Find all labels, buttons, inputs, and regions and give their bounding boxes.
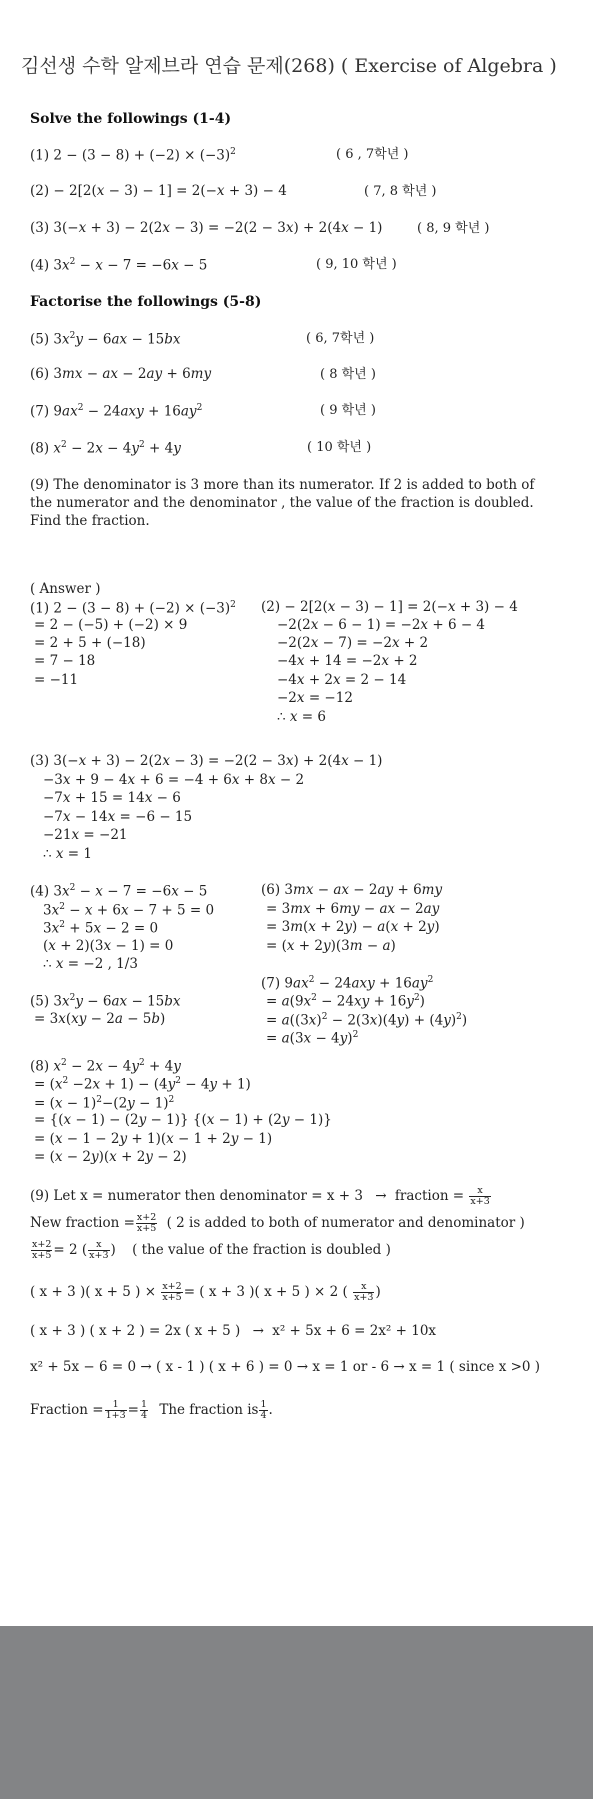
arrow-icon: → — [296, 1359, 309, 1375]
grade-8: ( 10 학년 ) — [307, 440, 372, 455]
grade-3: ( 8, 9 학년 ) — [417, 221, 490, 236]
arrow-icon: → — [140, 1359, 152, 1375]
grade-4: ( 9, 10 학년 ) — [316, 257, 397, 272]
question-number: (6) — [30, 366, 50, 382]
question-4: (4) $3x^2 - x - 7 = -6x - 5$ — [30, 257, 208, 274]
question-number: (5) — [30, 331, 50, 348]
arrow-icon: → — [252, 1323, 264, 1339]
question-3: (3) 3(−x + 3) − 2(2x − 3) = −2(2 − 3x) + 2(4x − 1) — [30, 220, 383, 236]
question-8: (8) $x^2 - 2x - 4y^2 + 4y$ — [30, 440, 181, 457]
page-title: 김선생 수학 알제브라 연습 문제(268) ( Exercise of Algebra ) — [21, 55, 557, 77]
footer-bar — [0, 1626, 593, 1799]
grade-2: ( 7, 8 학년 ) — [364, 184, 437, 199]
grade-1: ( 6 , 7학년 ) — [336, 147, 409, 162]
question-9: (9) The denominator is 3 more than its numerator. If 2 is added to both of the numerator and the denominator , the value of the fraction is doubled. Find the fraction. — [30, 477, 535, 529]
question-5: (5) $3x^2y - 6ax - 15bx$ — [30, 331, 181, 348]
question-number: (7) — [30, 403, 50, 420]
question-number: (4) — [30, 257, 50, 274]
arrow-icon: → — [393, 1359, 405, 1375]
arrow-icon: → — [375, 1187, 387, 1204]
grade-7: ( 9 학년 ) — [320, 403, 376, 418]
grade-6: ( 8 학년 ) — [320, 367, 376, 382]
grade-5: ( 6, 7학년 ) — [306, 331, 375, 346]
answer-heading: ( Answer ) — [30, 581, 101, 597]
question-1: (1) $2 - (3 - 8) + (-2) \times (-3)^2$ — [30, 147, 236, 164]
question-number: (8) — [30, 440, 50, 457]
question-2: (2) − 2[2(x − 3) − 1] = 2(−x + 3) − 4 — [30, 183, 287, 199]
section-heading-solve: Solve the followings (1-4) — [30, 111, 232, 127]
section-heading-factorise: Factorise the followings (5-8) — [30, 294, 262, 310]
question-number: (1) — [30, 147, 50, 164]
question-6: (6) 3mx − ax − 2ay + 6my — [30, 366, 212, 382]
question-number: (2) — [30, 183, 50, 199]
question-7: (7) $9ax^2 - 24axy + 16ay^2$ — [30, 403, 203, 420]
question-number: (3) — [30, 220, 50, 236]
